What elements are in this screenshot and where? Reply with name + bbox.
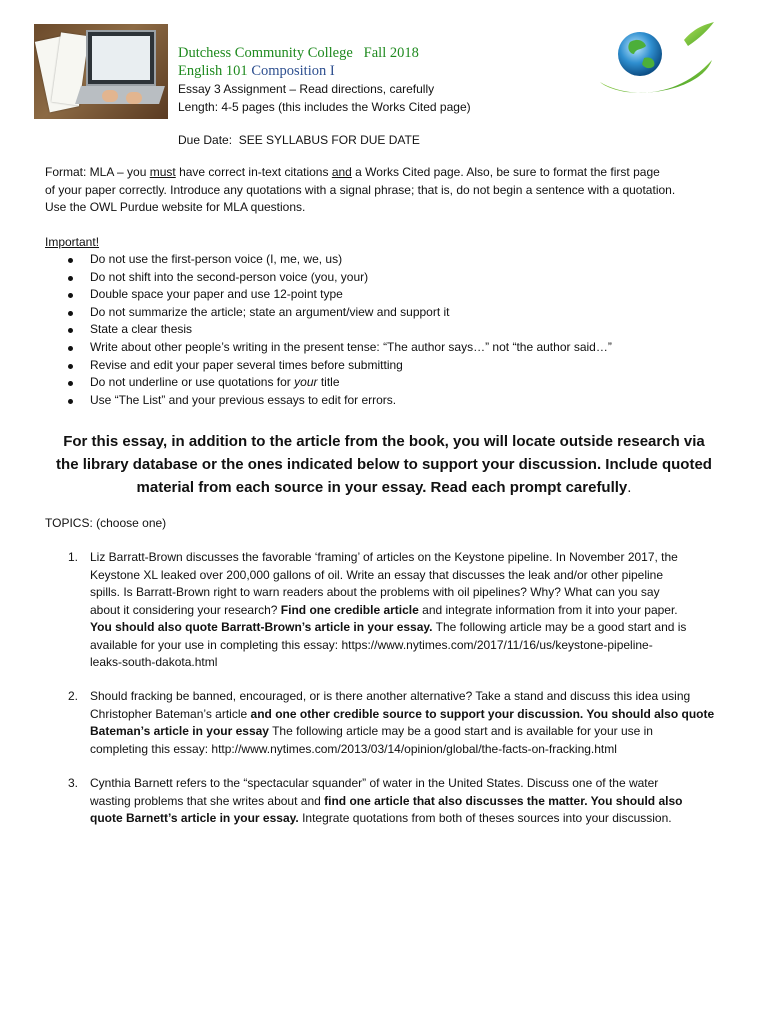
research-callout: [30, 430, 738, 499]
format-and: and: [331, 165, 352, 179]
college-name: Dutchess Community College: [178, 45, 353, 61]
topic-3: [68, 775, 728, 830]
topic-line: [90, 810, 730, 828]
topic-number: 1.: [68, 550, 79, 564]
topic-line: Liz Barratt-Brown discusses the favorable ‘framing’ of articles on the Keystone pipeline. In November 2017, the: [90, 550, 678, 564]
topics-heading: TOPICS: (choose one): [45, 516, 167, 530]
important-heading: Important!: [45, 235, 100, 249]
topic-bold: You should also quote Barratt-Brown’s article in your essay.: [90, 620, 433, 634]
list-item: [68, 392, 612, 410]
topic-bold: and one other credible source to support your discussion. You should also quote: [250, 706, 715, 721]
callout-line: [30, 476, 738, 499]
topic-line: [90, 723, 730, 741]
list-item-text: State a clear thesis: [90, 322, 193, 337]
topic-body: [90, 688, 730, 758]
list-item-italic: your: [294, 375, 318, 390]
topic-line: spills. Is Barratt-Brown right to warn readers about the problems with oil pipelines? Why? What can you say: [90, 585, 660, 599]
list-item-text: Double space your paper and use 12-point type: [90, 287, 343, 302]
length-note: (this includes the Works Cited page): [274, 100, 471, 114]
important-list: [68, 251, 612, 409]
topic-line: Keystone XL leaked over 200,000 gallons of oil. Write an essay that discusses the leak and/or other pipeline: [90, 567, 664, 582]
topic-line: available for your use in completing this essay: https://www.nytimes.com/2017/11/16/us/keystone-pipeline-: [90, 637, 653, 652]
topic-line: completing this essay: http://www.nytimes.com/2013/03/14/opinion/global/the-facts-on-fracking.html: [90, 741, 617, 756]
due-date-line: [178, 132, 420, 150]
assignment-title: Essay 3 Assignment: [178, 82, 287, 96]
callout-line: the library database or the ones indicated below to support your discussion. Include quoted: [56, 456, 712, 473]
topic-line: [90, 793, 730, 811]
list-item: [68, 357, 612, 375]
callout-period: .: [627, 479, 632, 496]
header-line-assignment: [178, 81, 434, 99]
format-must: must: [149, 165, 176, 179]
topic-text: The following article may be a good start and is available for your use in: [268, 724, 653, 738]
list-item: [68, 286, 612, 304]
topic-text: Christopher Bateman’s article: [90, 706, 251, 721]
course-name: Composition I: [251, 63, 335, 79]
topic-bold: quote Barnett’s article in your essay.: [90, 811, 299, 825]
topic-body: [90, 549, 730, 672]
topic-text: wasting problems that she writes about and: [90, 793, 325, 808]
list-item-text: Do not summarize the article; state an argument/view and support it: [90, 304, 450, 319]
list-item-text: Do not underline or use quotations for: [90, 375, 295, 390]
topic-bold: Bateman’s article in your essay: [90, 724, 269, 738]
header-photo-laptop-typing: [34, 24, 168, 119]
course-code: English 101: [178, 63, 248, 79]
list-item-text: title: [317, 375, 340, 390]
topic-bold: find one article that also discusses the matter. You should also: [324, 793, 683, 808]
format-text: a Works Cited page.: [351, 165, 464, 179]
format-label: Format:: [45, 165, 87, 179]
list-item: [68, 251, 612, 269]
topic-line: [90, 619, 730, 637]
list-item-text: Do not shift into the second-person voice (you, your): [90, 269, 369, 284]
list-item: [68, 339, 612, 357]
topic-line: Cynthia Barnett refers to the “spectacular squander” of water in the United States. Discuss one of the water: [90, 776, 659, 790]
header-line-college: [178, 45, 419, 63]
length-label: Length: 4-5 pages: [178, 100, 275, 114]
topic-line: [90, 706, 730, 724]
due-label: Due Date:: [178, 133, 233, 147]
globe-leaf-icon: [596, 20, 716, 95]
format-text: Also, be sure to format the first page: [463, 165, 660, 179]
header-line-length: [178, 99, 471, 117]
topic-bold: Find one credible article: [280, 602, 419, 617]
topic-2: [68, 688, 728, 760]
list-item-text: Do not use the first-person voice (I, me, we, us): [90, 252, 343, 266]
topic-body: [90, 775, 730, 828]
format-line-2: of your paper correctly. Introduce any quotations with a signal phrase; that is, do not begin a sentence with a quotation.: [45, 183, 676, 197]
topic-number: 3.: [68, 776, 79, 790]
list-item-text: Revise and edit your paper several times before submitting: [90, 357, 403, 372]
topic-1: [68, 549, 728, 674]
topic-line: leaks-south-dakota.html: [90, 655, 218, 669]
topic-line: Should fracking be banned, encouraged, or is there another alternative? Take a stand and discuss this idea using: [90, 689, 691, 703]
list-item-text: Write about other people’s writing in the present tense: “The author says…” not “the author said…”: [90, 339, 612, 354]
topic-text: Integrate quotations from both of theses sources into your discussion.: [298, 811, 672, 825]
topic-text: and integrate information from it into your paper.: [418, 602, 678, 617]
assignment-note: – Read directions, carefully: [286, 82, 435, 96]
header-line-course: [178, 63, 335, 81]
format-line-1: [45, 164, 660, 182]
callout-text: material from each source in your essay. Read each prompt carefully: [136, 479, 628, 496]
topic-text: The following article may be a good start and is: [432, 620, 687, 634]
topic-number: 2.: [68, 689, 79, 703]
due-value: SEE SYLLABUS FOR DUE DATE: [238, 133, 420, 147]
list-item-text: Use “The List” and your previous essays to edit for errors.: [90, 392, 397, 407]
list-item: [68, 304, 612, 322]
list-item: [68, 269, 612, 287]
format-text: have correct in-text citations: [175, 165, 332, 179]
list-item: [68, 374, 612, 392]
topic-line: [90, 602, 730, 620]
callout-line: For this essay, in addition to the article from the book, you will locate outside research via: [63, 433, 705, 450]
topic-text: about it considering your research?: [90, 602, 281, 617]
format-text: MLA – you: [86, 165, 150, 179]
list-item: [68, 321, 612, 339]
term: Fall 2018: [363, 45, 419, 61]
format-line-3: Use the OWL Purdue website for MLA questions.: [45, 200, 306, 214]
